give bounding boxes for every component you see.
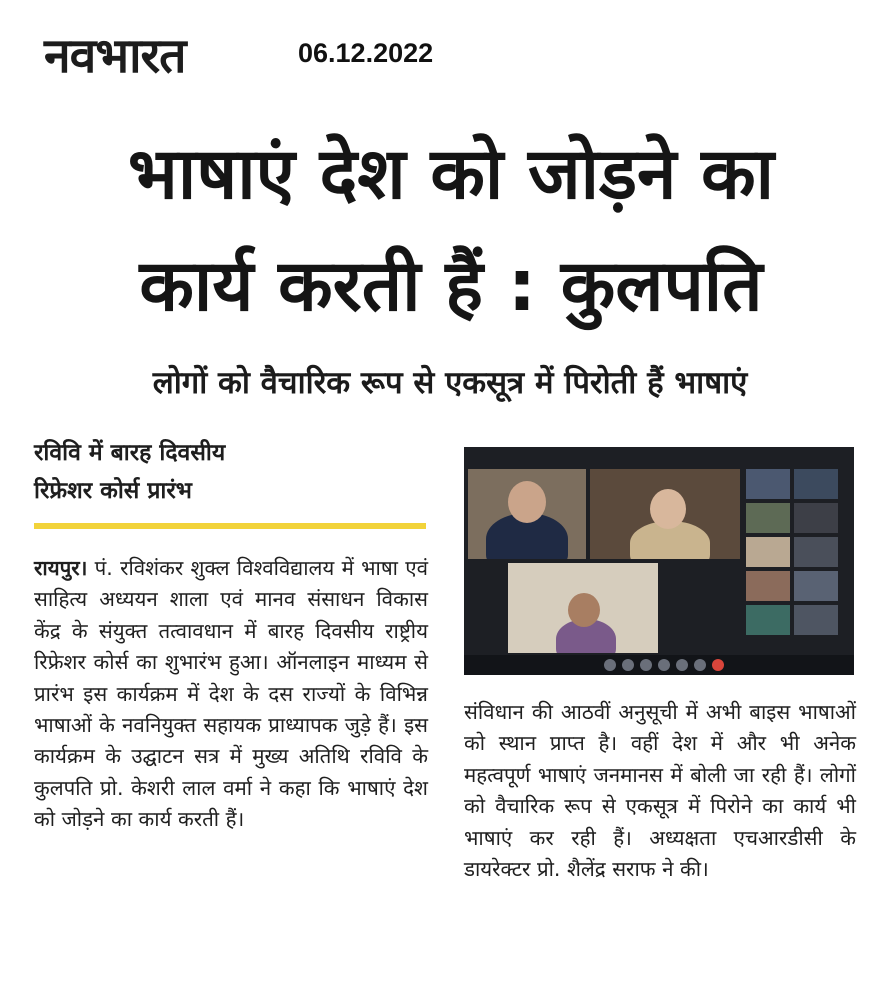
participant-tile-main [468, 469, 586, 559]
participant-thumbnail [746, 605, 790, 635]
raise-hand-icon [658, 659, 670, 671]
video-conference-photo [464, 447, 854, 675]
article-text-left: पं. रविशंकर शुक्ल विश्वविद्यालय में भाषा एवं साहित्य अध्ययन शाला एवं मानव संसाधन विकास केंद्र के संयुक्त तत्वावधान में बारह दिवसीय राष्ट्रीय रिफ्रेशर कोर्स का शुभारंभ हुआ। ऑनलाइन माध्यम से प्रारंभ इस कार्यक्रम में देश के दस राज्यों के विभिन्न भाषाओं के नवनियुक्त सहायक प्राध्यापक जुड़े हैं। इस कार्यक्रम के उद्घाटन सत्र में मुख्य अतिथि रविवि के कुलपति प्रो. केशरी लाल वर्मा ने कहा कि भाषाएं देश को जोड़ने का कार्य करती हैं। [34, 556, 428, 832]
headline-line-2: कार्य करती हैं : कुलपति [139, 244, 763, 327]
subheadline: लोगों को वैचारिक रूप से एकसूत्र में पिरोती हैं भाषाएं [152, 365, 748, 401]
participant-thumbnail [794, 571, 838, 601]
camera-icon [622, 659, 634, 671]
end-call-icon [712, 659, 724, 671]
present-icon [676, 659, 688, 671]
participant-thumbnail [746, 571, 790, 601]
participant-thumbnail [794, 503, 838, 533]
headline-line-1: भाषाएं देश को जोड़ने का [127, 132, 775, 215]
yellow-divider [34, 523, 426, 529]
kicker-line-2: रिफ्रेशर कोर्स प्रारंभ [34, 478, 192, 504]
participant-thumbnail [746, 537, 790, 567]
publication-date: 06.12.2022 [298, 38, 434, 68]
kicker-heading [34, 434, 434, 510]
participant-thumbnail [794, 605, 838, 635]
mic-icon [604, 659, 616, 671]
participant-thumbnail [794, 469, 838, 499]
article-column-right: संविधान की आठवीं अनुसूची में अभी बाइस भाषाओं को स्थान प्राप्त है। वहीं देश में और भी अनेक महत्वपूर्ण भाषाएं जनमानस में बोली जा रही हैं। लोगों को वैचारिक रूप से एकसूत्र में पिरोने का कार्य भी भाषाएं कर रही हैं। अध्यक्षता एचआरडीसी के डायरेक्टर प्रो. शैलेंद्र सराफ ने की। [464, 700, 856, 882]
meeting-control-bar [464, 655, 854, 675]
headline [36, 118, 866, 342]
participant-tile-speaker [590, 469, 740, 559]
kicker-line-1: रविवि में बारह दिवसीय [34, 440, 226, 466]
participant-thumbnail [794, 537, 838, 567]
participant-thumbnail [746, 469, 790, 499]
participant-tile-presenter [508, 563, 658, 653]
more-options-icon [694, 659, 706, 671]
captions-icon [640, 659, 652, 671]
newspaper-masthead: नवभारत [44, 28, 186, 84]
article-dateline: रायपुर। [34, 556, 88, 580]
article-column-left [34, 553, 428, 836]
participant-thumbnail [746, 503, 790, 533]
